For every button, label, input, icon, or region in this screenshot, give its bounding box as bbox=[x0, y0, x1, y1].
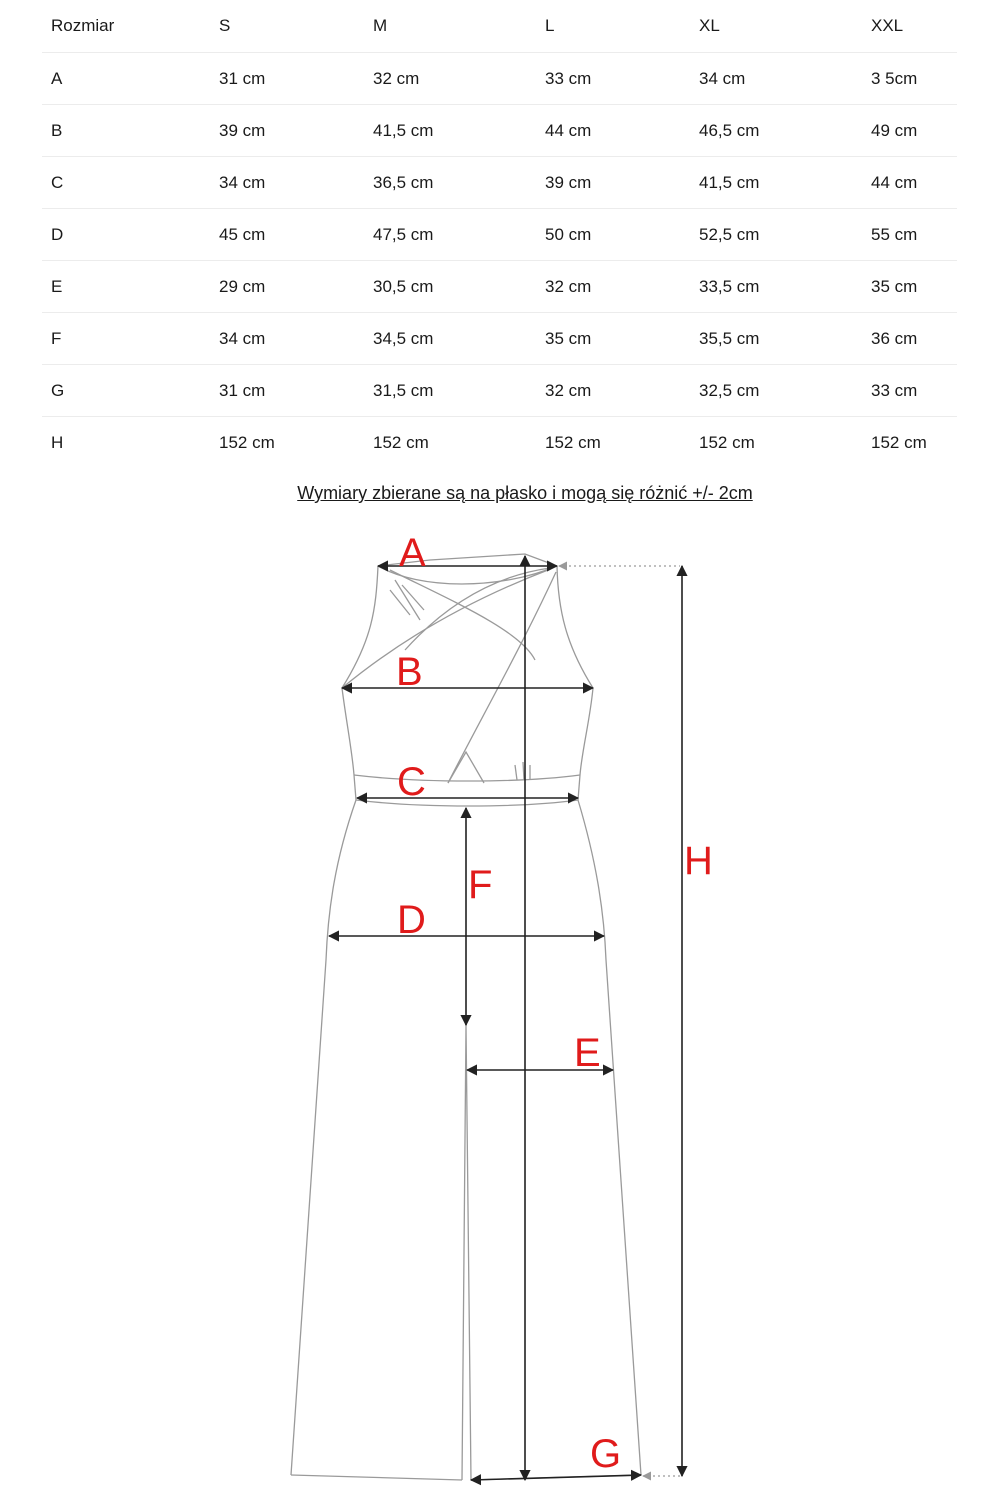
header-m: M bbox=[364, 0, 536, 53]
table-cell: 45 cm bbox=[210, 209, 364, 261]
table-cell: 31,5 cm bbox=[364, 365, 536, 417]
label-c: C bbox=[397, 760, 426, 804]
guide-lines bbox=[559, 566, 680, 1476]
table-cell: 47,5 cm bbox=[364, 209, 536, 261]
table-row bbox=[42, 105, 957, 157]
table-cell: 31 cm bbox=[210, 53, 364, 105]
table-cell: 50 cm bbox=[536, 209, 690, 261]
table-row bbox=[42, 261, 957, 313]
table-cell: 31 cm bbox=[210, 365, 364, 417]
size-table bbox=[42, 0, 957, 468]
table-cell: 46,5 cm bbox=[690, 105, 862, 157]
table-cell: 39 cm bbox=[536, 157, 690, 209]
table-cell: 32 cm bbox=[364, 53, 536, 105]
label-a: A bbox=[399, 531, 426, 575]
table-row bbox=[42, 313, 957, 365]
table-cell: 41,5 cm bbox=[364, 105, 536, 157]
table-cell: 36,5 cm bbox=[364, 157, 536, 209]
table-cell: 3 5cm bbox=[862, 53, 957, 105]
row-label: A bbox=[42, 53, 210, 105]
table-cell: 152 cm bbox=[871, 432, 927, 452]
row-label: H bbox=[51, 432, 64, 452]
table-cell: 30,5 cm bbox=[364, 261, 536, 313]
label-g: G bbox=[590, 1432, 622, 1476]
table-cell: 44 cm bbox=[862, 157, 957, 209]
row-label: F bbox=[42, 313, 210, 365]
measurement-note: Wymiary zbierane są na płasko i mogą się różnić +/- 2cm bbox=[297, 483, 753, 503]
label-f: F bbox=[468, 863, 493, 907]
header-l: L bbox=[536, 0, 690, 53]
table-cell: 29 cm bbox=[210, 261, 364, 313]
header-size: Rozmiar bbox=[42, 0, 210, 53]
table-row bbox=[42, 417, 957, 469]
table-cell: 35 cm bbox=[536, 313, 690, 365]
table-cell: 55 cm bbox=[862, 209, 957, 261]
table-cell: 44 cm bbox=[536, 105, 690, 157]
table-cell: 49 cm bbox=[862, 105, 957, 157]
table-cell: 152 cm bbox=[545, 432, 601, 452]
table-cell: 39 cm bbox=[210, 105, 364, 157]
table-row bbox=[42, 157, 957, 209]
label-h: H bbox=[684, 839, 713, 883]
table-cell: 33 cm bbox=[862, 365, 957, 417]
row-label: C bbox=[42, 157, 210, 209]
row-label: B bbox=[42, 105, 210, 157]
row-label: D bbox=[42, 209, 210, 261]
table-cell: 35 cm bbox=[862, 261, 957, 313]
table-cell: 33,5 cm bbox=[690, 261, 862, 313]
table-cell: 152 cm bbox=[699, 432, 755, 452]
table-cell: 41,5 cm bbox=[690, 157, 862, 209]
table-row bbox=[42, 365, 957, 417]
table-cell: 33 cm bbox=[536, 53, 690, 105]
table-cell: 36 cm bbox=[862, 313, 957, 365]
table-cell: 32,5 cm bbox=[690, 365, 862, 417]
table-row bbox=[42, 53, 957, 105]
table-cell: 52,5 cm bbox=[690, 209, 862, 261]
table-cell: 35,5 cm bbox=[690, 313, 862, 365]
row-label: G bbox=[42, 365, 210, 417]
table-cell: 32 cm bbox=[536, 261, 690, 313]
table-cell: 34 cm bbox=[210, 313, 364, 365]
label-b: B bbox=[396, 650, 423, 694]
jumpsuit-measurement-diagram bbox=[0, 520, 1000, 1500]
measurement-lines bbox=[329, 556, 682, 1480]
table-cell: 32 cm bbox=[536, 365, 690, 417]
header-xxl: XXL bbox=[862, 0, 957, 53]
header-s: S bbox=[210, 0, 364, 53]
header-xl: XL bbox=[690, 0, 862, 53]
table-cell: 34 cm bbox=[210, 157, 364, 209]
table-cell: 34 cm bbox=[690, 53, 862, 105]
table-header-row bbox=[42, 0, 957, 53]
table-row bbox=[42, 209, 957, 261]
table-cell: 152 cm bbox=[219, 432, 275, 452]
table-cell: 152 cm bbox=[373, 432, 429, 452]
table-cell: 34,5 cm bbox=[364, 313, 536, 365]
row-label: E bbox=[42, 261, 210, 313]
label-d: D bbox=[397, 898, 426, 942]
label-e: E bbox=[574, 1031, 601, 1075]
